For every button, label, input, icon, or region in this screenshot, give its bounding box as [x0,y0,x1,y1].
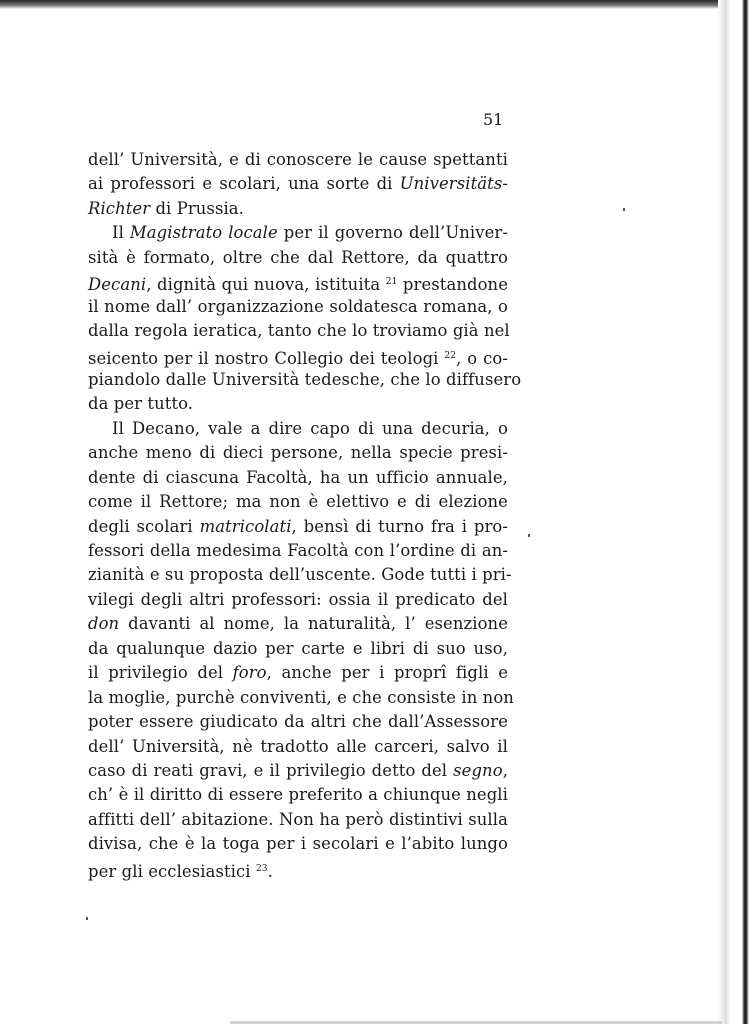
text-run: ai professori e scolari, una sorte di [88,174,400,194]
text-run: dell’ Università, e di conoscere le cause spettanti [88,150,508,169]
text-line [88,319,508,343]
text-run: seicento per il nostro Collegio dei teologi [88,348,445,368]
text-line [88,686,514,710]
text-run: di Prussia. [150,198,244,218]
scan-speck [623,208,625,211]
text-run: fessori della medesima Facoltà con l’ordine di an- [88,541,508,560]
text-run: il privilegio del [88,663,233,683]
text-run: degli scolari [88,516,200,536]
text-run: affitti dell’ abitazione. Non ha però distintivi sulla [88,809,508,829]
italic-text: matricolati [199,516,292,536]
text-line [88,246,508,270]
text-run: dalla regola ieratica, tanto che lo troviamo già nel [88,321,510,341]
text-run: come il Rettore; ma non è elettivo e di elezione [88,492,508,512]
text-run: Il Decano, vale a dire capo di una decuria, o [112,418,508,438]
footnote-reference: 21 [385,277,398,288]
text-run: poter essere giudicato da altri che dall’Assessore [88,712,508,732]
text-line [88,270,508,294]
text-line [88,783,508,807]
text-line [88,832,508,856]
text-run: , [502,760,508,780]
italic-text: Magistrato locale [129,223,278,243]
text-line [88,344,508,368]
text-line [88,808,508,832]
text-run: la moglie, purchè conviventi, e che consiste in non [88,687,514,707]
text-run: per gli ecclesiastici [88,861,256,881]
text-line [88,515,508,539]
text-line [88,759,508,783]
text-run: dente di ciascuna Facoltà, ha un ufficio annuale, [88,467,508,487]
text-line [88,490,508,514]
text-run: caso di reati gravi, e il privilegio detto del [88,760,454,780]
italic-text: foro [232,663,267,683]
text-line [88,172,508,196]
body-text [88,148,522,881]
text-line [88,612,508,636]
text-line [88,221,508,245]
footnote-reference: 22 [444,350,457,361]
footnote-reference: 23 [255,863,268,874]
text-line [88,295,508,319]
italic-text: Decani [88,275,147,295]
text-line [88,392,508,416]
scan-speck [528,534,530,537]
text-run: sità è formato, oltre che dal Rettore, da quattro [88,247,508,267]
text-line [88,197,508,221]
text-run: da qualunque dazio per carte e libri di suo uso, [88,638,508,658]
text-line [88,563,512,587]
text-line [88,539,508,563]
scan-speck [86,917,88,920]
text-line [88,857,508,881]
text-run: prestandone [397,275,508,295]
text-line [88,368,522,392]
text-run: , dignità qui nuova, istituita [146,275,386,295]
text-run: , anche per i proprî figli e [266,663,508,683]
text-line [88,148,508,172]
text-run: Il [112,223,130,243]
text-run: vilegi degli altri professori: ossia il predicato del [88,589,508,609]
text-line [88,710,508,734]
text-line [88,735,508,759]
text-line [88,637,508,661]
book-binding-edge [718,0,752,1024]
text-line [88,661,508,685]
text-run: . [267,861,273,881]
italic-text: don [88,614,120,634]
page-number: 51 [483,110,504,129]
text-run: il nome dall’ organizzazione soldatesca romana, o [88,296,508,316]
text-run: anche meno di dieci persone, nella specie presi- [88,443,508,463]
text-run: da per tutto. [88,394,194,414]
scan-top-edge [0,0,752,9]
text-run: davanti al nome, la naturalità, l’ esenzione [119,614,508,634]
text-run: piandolo dalle Università tedesche, che lo diffusero [88,369,522,389]
text-line [88,588,508,612]
text-run: , bensì di turno fra i pro- [291,516,508,536]
text-run: zianità e su proposta dell’uscente. Gode tutti i pri- [88,565,512,585]
text-line [88,417,508,441]
text-run: divisa, che è la toga per i secolari e l’abito lungo [88,834,508,854]
text-run: dell’ Università, nè tradotto alle carceri, salvo il [88,736,508,756]
italic-text: Universitäts- [399,174,508,194]
text-run: ch’ è il diritto di essere preferito a chiunque negli [88,785,508,805]
italic-text: segno [453,760,503,780]
text-run: , o co- [456,348,508,368]
italic-text: Richter [88,198,151,218]
text-run: per il governo dell’Univer- [277,223,508,243]
text-line [88,441,508,465]
text-line [88,466,508,490]
